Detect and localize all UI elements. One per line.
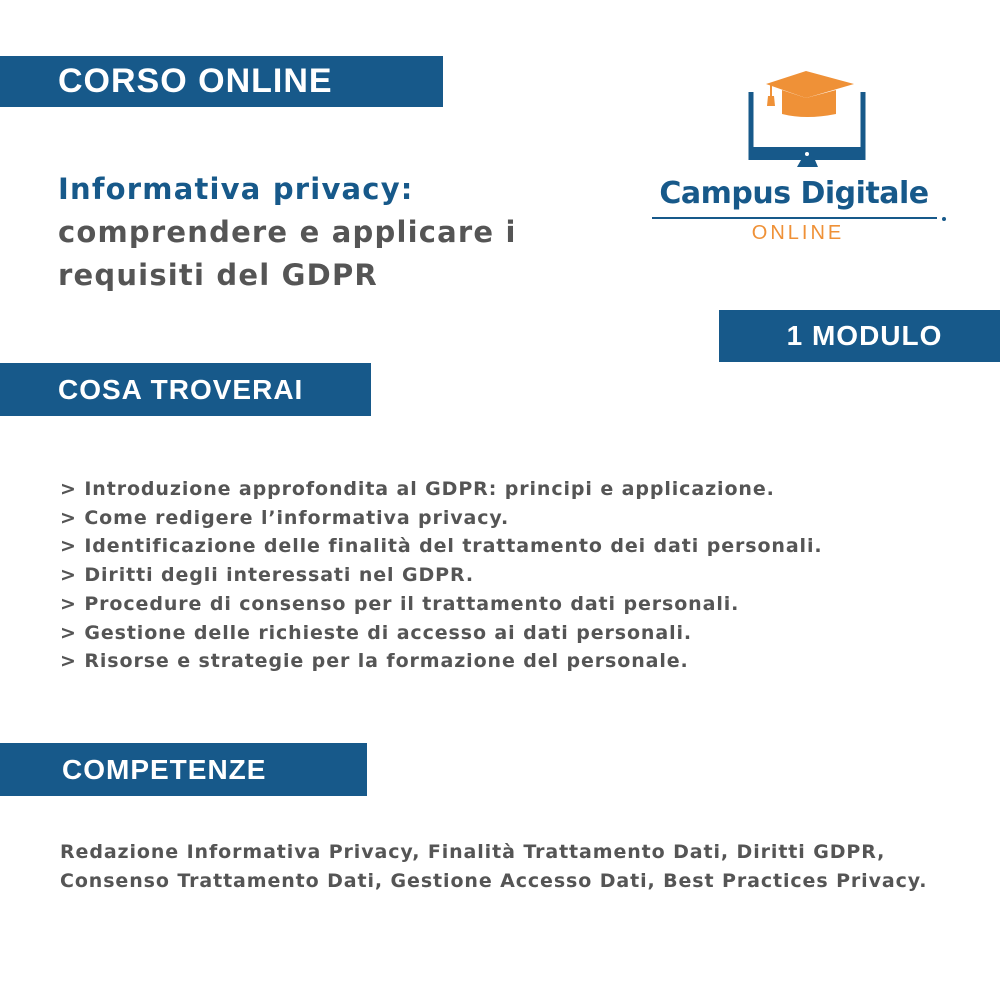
list-item: > Introduzione approfondita al GDPR: principi e applicazione. (60, 478, 775, 500)
course-type-label: CORSO ONLINE (58, 62, 333, 100)
course-type-banner (0, 56, 443, 107)
contents-heading: COSA TROVERAI (58, 373, 304, 405)
list-item: > Risorse e strategie per la formazione del personale. (60, 650, 689, 673)
logo-subtitle: ONLINE (751, 222, 845, 244)
list-item: > Diritti degli interessati nel GDPR. (60, 564, 474, 587)
module-count-badge (719, 310, 1000, 362)
module-count: 1 MODULO (786, 320, 943, 351)
skills-text: Redazione Informativa Privacy, Finalità Trattamento Dati, Diritti GDPR, Consenso Trattamento Dati, Gestione Accesso Dati, Best Practices Privacy. (60, 841, 928, 892)
logo-name: Campus Digitale (659, 176, 929, 211)
list-item: > Come redigere l’informativa privacy. (60, 506, 510, 529)
list-item: > Gestione delle richieste di accesso ai dati personali. (60, 621, 693, 644)
course-title (58, 168, 517, 297)
title-line-3: requisiti del GDPR (58, 258, 378, 292)
title-line-1: Informativa privacy: (58, 172, 414, 206)
skills-heading: COMPETENZE (62, 753, 267, 785)
title-line-2: comprendere e applicare i (58, 215, 517, 249)
skills-heading-banner (0, 743, 367, 796)
list-item: > Identificazione delle finalità del trattamento dei dati personali. (60, 535, 823, 558)
contents-list (60, 475, 823, 676)
list-item: > Procedure di consenso per il trattamento dati personali. (60, 592, 740, 615)
campus-digitale-logo (648, 50, 948, 250)
contents-heading-banner (0, 363, 371, 416)
monitor-graduation-cap-icon (648, 50, 948, 180)
